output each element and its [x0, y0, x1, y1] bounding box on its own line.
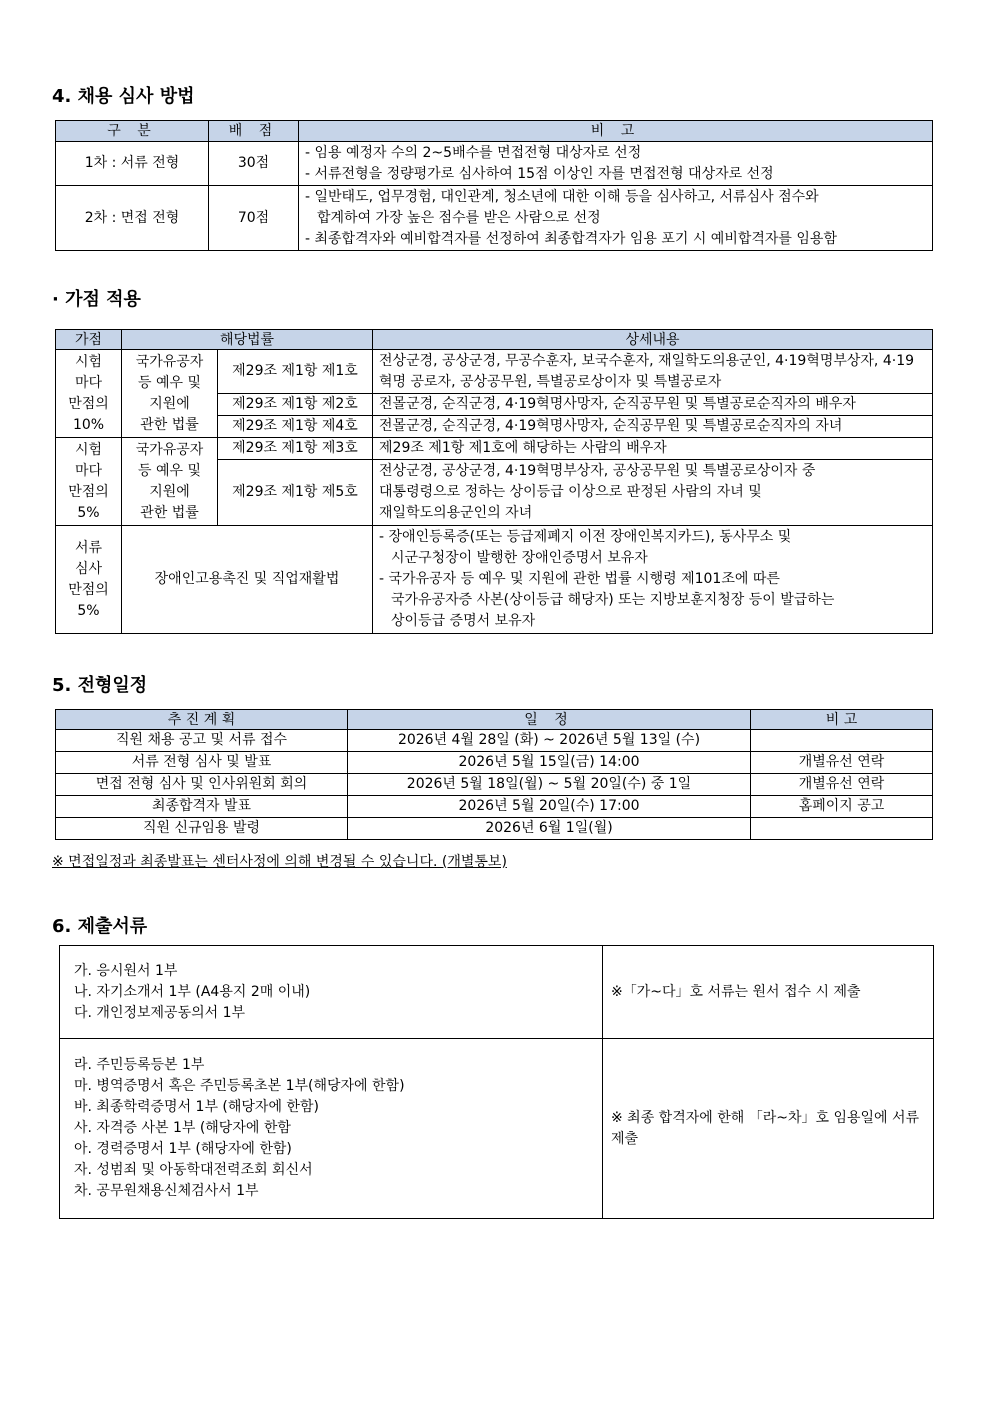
bonus-law-10pct: 국가유공자 등 예우 및 지원에 관한 법률: [122, 350, 218, 438]
clause-1: 제29조 제1항 제1호: [218, 350, 373, 394]
header-details: 상세내용: [373, 330, 933, 350]
documents-group-1: 가. 응시원서 1부 나. 자기소개서 1부 (A4용지 2매 이내) 다. 개인정보제공동의서 1부: [60, 946, 603, 1039]
header-bonus: 가점: [56, 330, 122, 350]
bonus-law-5pct: 국가유공자 등 예우 및 지원에 관한 법률: [122, 438, 218, 526]
stage-2-notes: - 일반태도, 업무경험, 대인관계, 청소년에 대한 이해 등을 심사하고, 서류심사 점수와 합계하여 가장 높은 점수를 받은 사람으로 선정 - 최종합격자와 예비합격자를 선정하여 최종합격자가 임용 포기 시 예비합격자를 임용함: [299, 186, 933, 251]
documents-group-1-note: ※「가~다」호 서류는 원서 접수 시 제출: [603, 946, 934, 1039]
documents-group-2: 라. 주민등록등본 1부 마. 병역증명서 혹은 주민등록초본 1부(해당자에 한함) 바. 최종학력증명서 1부 (해당자에 한함) 사. 자격증 사본 1부 (해당자에 한함 아. 경력증명서 1부 (해당자에 한함) 자. 성범죄 및 아동학대전력조회 회신서 차. 공무원채용신체검사서 1부: [60, 1039, 603, 1219]
table-row: 직원 채용 공고 및 서류 접수 2026년 4월 28일 (화) ~ 2026년 5월 13일 (수): [56, 730, 933, 752]
schedule-table: [55, 709, 933, 840]
screening-method-table: [55, 120, 933, 251]
table-row: 직원 신규임용 발령 2026년 6월 1일(월): [56, 818, 933, 840]
header-score: 배 점: [209, 121, 299, 142]
stage-1-score: 30점: [209, 142, 299, 186]
clause-3: 제29조 제1항 제3호: [218, 438, 373, 460]
header-note: 비 고: [751, 710, 933, 730]
clause-3-detail: 제29조 제1항 제1호에 해당하는 사람의 배우자: [373, 438, 933, 460]
clause-2-detail: 전몰군경, 순직군경, 4·19혁명사망자, 순직공무원 및 특별공로순직자의 배우자: [373, 394, 933, 416]
stage-2-score: 70점: [209, 186, 299, 251]
clause-5: 제29조 제1항 제5호: [218, 460, 373, 526]
bonus-type-document: 서류 심사 만점의 5%: [56, 526, 122, 634]
header-remarks: 비 고: [299, 121, 933, 142]
header-category: 구 분: [56, 121, 209, 142]
bonus-points-table: [55, 329, 933, 634]
clause-2: 제29조 제1항 제2호: [218, 394, 373, 416]
stage-1-notes: - 임용 예정자 수의 2~5배수를 면접전형 대상자로 선정 - 서류전형을 정량평가로 심사하여 15점 이상인 자를 면접전형 대상자로 선정: [299, 142, 933, 186]
bonus-law-disability: 장애인고용촉진 및 직업재활법: [122, 526, 373, 634]
stage-1-name: 1차 : 서류 전형: [56, 142, 209, 186]
clause-1-detail: 전상군경, 공상군경, 무공수훈자, 보국수훈자, 재일학도의용군인, 4·19혁명부상자, 4·19 혁명 공로자, 공상공무원, 특별공로상이자 및 특별공로자: [373, 350, 933, 394]
clause-5-detail: 전상군경, 공상군경, 4·19혁명부상자, 공상공무원 및 특별공로상이자 중 대통령령으로 정하는 상이등급 이상으로 판정된 사람의 자녀 및 재일학도의용군인의 자녀: [373, 460, 933, 526]
bonus-heading: · 가점 적용: [52, 289, 141, 310]
header-law: 해당법률: [122, 330, 373, 350]
bonus-type-5pct: 시험 마다 만점의 5%: [56, 438, 122, 526]
section-6-heading: 6. 제출서류: [52, 916, 148, 937]
schedule-change-note: ※ 면접일정과 최종발표는 센터사정에 의해 변경될 수 있습니다. (개별통보): [52, 854, 507, 870]
table-row: 서류 전형 심사 및 발표 2026년 5월 15일(금) 14:00 개별유선 연락: [56, 752, 933, 774]
disability-detail: - 장애인등록증(또는 등급제폐지 이전 장애인복지카드), 동사무소 및 시군구청장이 발행한 장애인증명서 보유자 - 국가유공자 등 예우 및 지원에 관한 법률 시행령 제101조에 따른 국가유공자증 사본(상이등급 해당자) 또는 지방보훈지청장 등이 발급하는 상이등급 증명서 보유자: [373, 526, 933, 634]
bonus-type-10pct: 시험 마다 만점의 10%: [56, 350, 122, 438]
section-4-heading: 4. 채용 심사 방법: [52, 86, 195, 107]
clause-4-detail: 전몰군경, 순직군경, 4·19혁명사망자, 순직공무원 및 특별공로순직자의 자녀: [373, 416, 933, 438]
section-5-heading: 5. 전형일정: [52, 675, 148, 696]
header-plan: 추 진 계 획: [56, 710, 348, 730]
header-date: 일 정: [348, 710, 751, 730]
table-row: 면접 전형 심사 및 인사위원회 회의 2026년 5월 18일(월) ~ 5월 20일(수) 중 1일 개별유선 연락: [56, 774, 933, 796]
table-row: 최종합격자 발표 2026년 5월 20일(수) 17:00 홈페이지 공고: [56, 796, 933, 818]
documents-group-2-note: ※ 최종 합격자에 한해 「라~차」호 임용일에 서류 제출: [603, 1039, 934, 1219]
documents-table: [59, 945, 934, 1219]
clause-4: 제29조 제1항 제4호: [218, 416, 373, 438]
stage-2-name: 2차 : 면접 전형: [56, 186, 209, 251]
